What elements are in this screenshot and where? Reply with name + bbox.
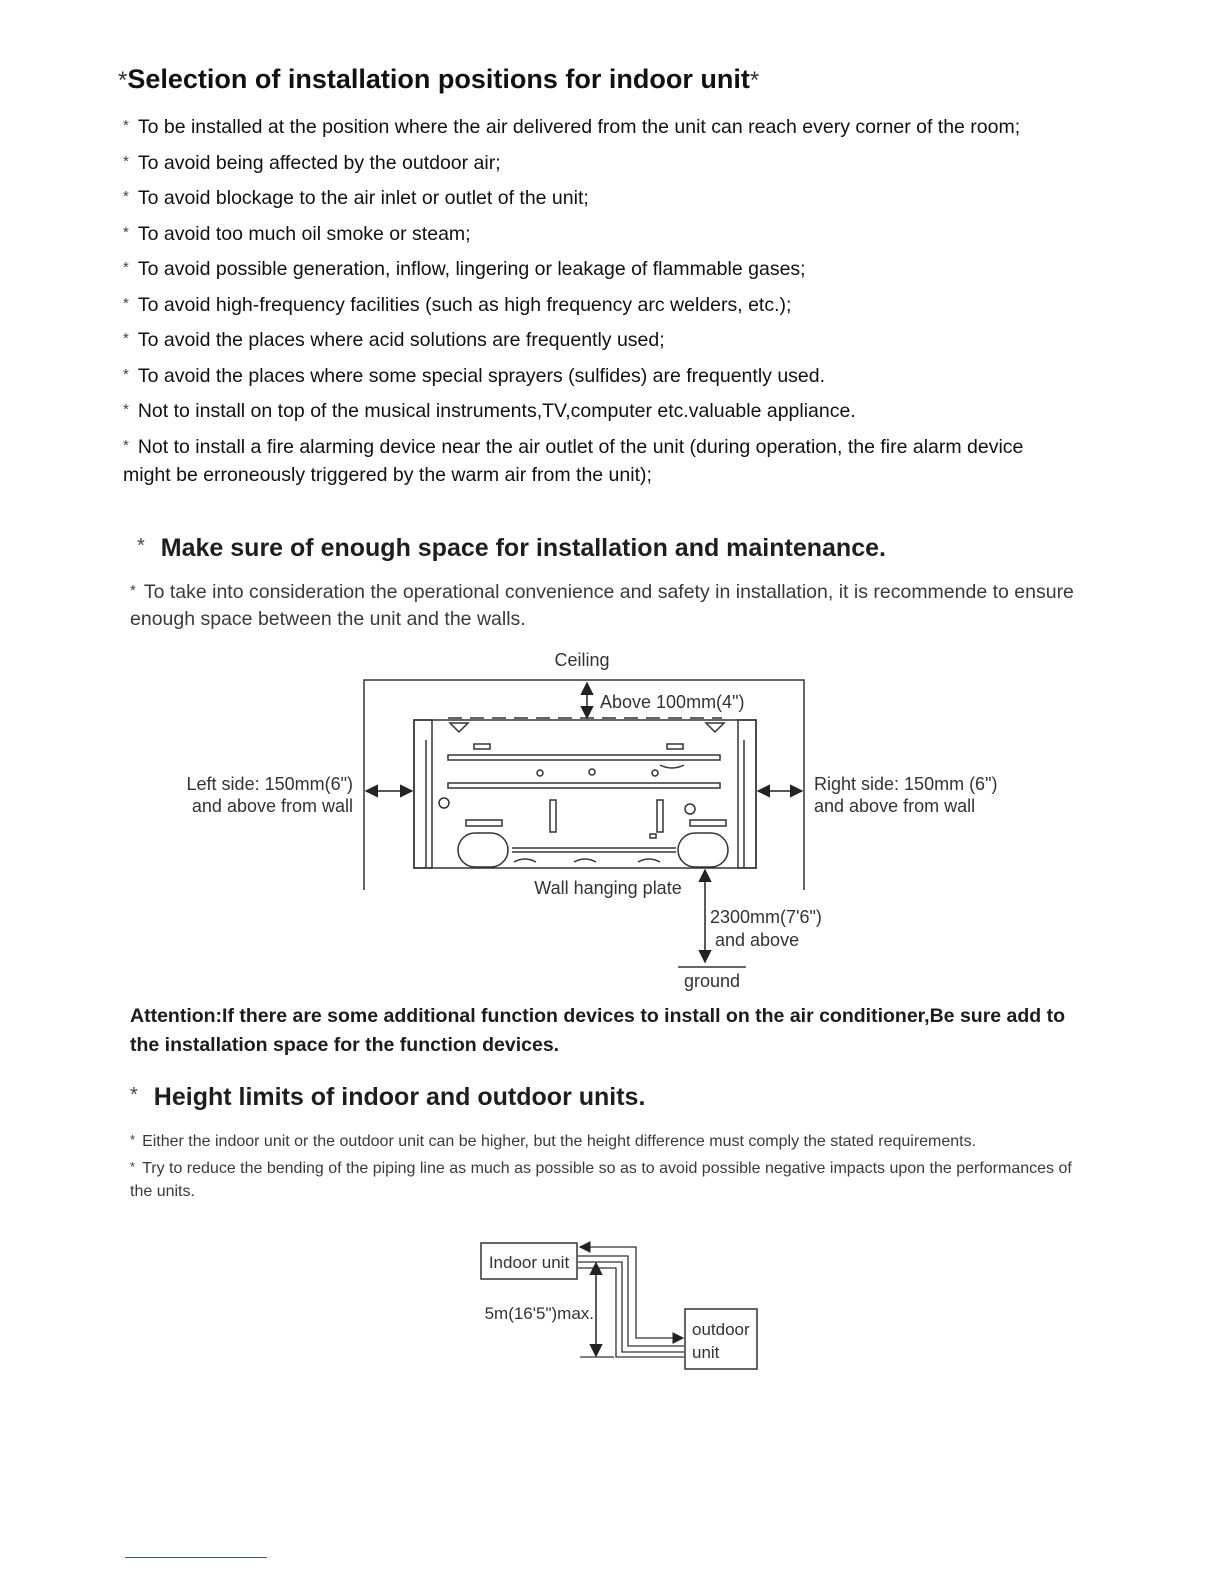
indoor-unit-drawing — [414, 718, 756, 868]
right-side-label-2: and above from wall — [814, 796, 976, 816]
bullet-asterisk-icon: * — [123, 365, 129, 383]
asterisk-icon: * — [749, 67, 760, 94]
bullet-asterisk-icon: * — [123, 436, 129, 454]
asterisk-icon: * — [118, 67, 128, 94]
list-item-text: To be installed at the position where the air delivered from the unit can reach every corner of the room; — [137, 116, 1021, 138]
list-item-text: To avoid high-frequency facilities (such as high frequency arc welders, etc.); — [137, 293, 792, 316]
section-title-text: Selection of installation positions for indoor unit — [127, 64, 750, 94]
bullet-asterisk-icon: * — [130, 1132, 136, 1147]
above-clearance-label: Above 100mm(4") — [600, 692, 745, 712]
pipe-line — [578, 1256, 684, 1346]
list-item-text: Try to reduce the bending of the piping line as much as possible so as to avoid possible negative impacts upon the performances of the units. — [130, 1160, 1072, 1200]
right-side-label: Right side: 150mm (6") — [814, 774, 998, 794]
footer-rule — [125, 1557, 267, 1558]
bullet-asterisk-icon: * — [123, 401, 129, 418]
list-item-text: To avoid the places where some special sprayers (sulfides) are frequently used. — [137, 364, 826, 387]
height-limit-label: 5m(16'5")max. — [484, 1304, 594, 1323]
left-side-label-2: and above from wall — [191, 796, 353, 816]
section-title-height-limits — [130, 1083, 645, 1112]
list-item — [130, 1128, 1090, 1153]
bullet-asterisk-icon: * — [123, 117, 129, 134]
height-label-2: and above — [715, 930, 800, 950]
indoor-unit-label: Indoor unit — [488, 1253, 570, 1272]
section-title-text: Height limits of indoor and outdoor units. — [153, 1083, 646, 1111]
attention-note: Attention:If there are some additional function devices to install on the air conditioner,Be sure add to the installation space for the function devices. — [130, 1005, 1066, 1056]
list-item-text: To avoid blockage to the air inlet or outlet of the unit; — [137, 187, 589, 209]
outdoor-unit-label: outdoor — [692, 1320, 750, 1339]
paragraph-text: To take into consideration the operational convenience and safety in installation, it is recommende to ensure enough space between the unit and the walls. — [130, 581, 1074, 630]
asterisk-icon: * — [137, 535, 145, 557]
height-limit-diagram — [481, 1243, 757, 1369]
list-item-text: To avoid too much oil smoke or steam; — [137, 222, 471, 245]
list-item-text: Either the indoor unit or the outdoor unit can be higher, but the height difference must comply the stated requirements. — [142, 1133, 977, 1150]
list-item-text: Not to install on top of the musical instruments,TV,computer etc.valuable appliance. — [137, 400, 856, 422]
section-title-text: Make sure of enough space for installation and maintenance. — [160, 534, 886, 562]
left-side-label: Left side: 150mm(6") — [186, 774, 353, 794]
wall-plate-label: Wall hanging plate — [534, 878, 682, 898]
list-item-text: To avoid the places where acid solutions are frequently used; — [137, 329, 665, 351]
ground-label: ground — [683, 971, 741, 991]
bullet-asterisk-icon: * — [123, 223, 129, 241]
list-item-text: Not to install a fire alarming device near the air outlet of the unit (during operation, the fire alarm device might be erroneously triggered by the warm air from the unit); — [123, 435, 1024, 486]
list-item — [130, 1155, 1090, 1203]
outdoor-unit-label-2: unit — [692, 1343, 720, 1362]
asterisk-icon: * — [130, 1084, 138, 1106]
bullet-asterisk-icon: * — [130, 1159, 136, 1174]
height-label: 2300mm(7'6") — [710, 907, 822, 927]
bullet-asterisk-icon: * — [123, 294, 129, 312]
bullet-asterisk-icon: * — [130, 582, 136, 599]
bullet-asterisk-icon: * — [123, 188, 129, 205]
bullet-asterisk-icon: * — [123, 330, 129, 347]
ceiling-label: Ceiling — [554, 650, 610, 670]
bullet-asterisk-icon: * — [123, 259, 129, 276]
bullet-asterisk-icon: * — [123, 152, 129, 170]
list-item-text: To avoid possible generation, inflow, lingering or leakage of flammable gases; — [137, 258, 806, 280]
height-limit-notes — [130, 1128, 1090, 1205]
list-item-text: To avoid being affected by the outdoor air; — [137, 151, 501, 174]
